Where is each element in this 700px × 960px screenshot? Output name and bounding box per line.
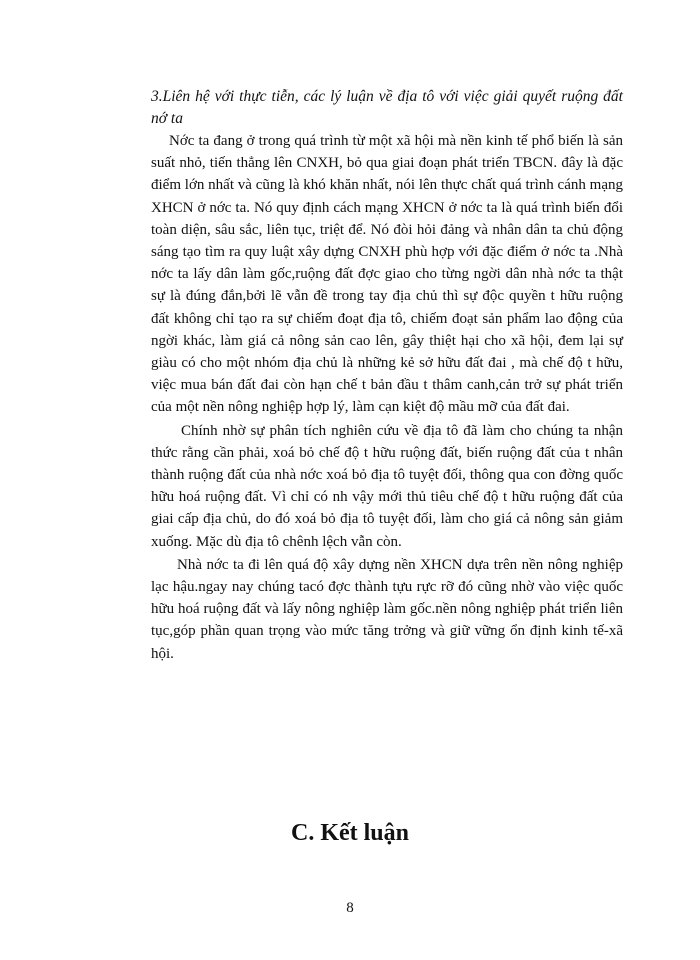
page-number: 8 [346, 900, 354, 916]
paragraph-3: Nhà nớc ta đi lên quá độ xây dựng nền XHCN dựa trên nền nông nghiệp lạc hậu.ngay nay chúng tacó đợc thành tựu rực rỡ đó cũng nhờ vào việc quốc hữu hoá ruộng đất và lấy nông nghiệp làm gốc.nền nông nghiệp phát triển liên tục,góp phần quan trọng vào mức tăng trởng và giữ vững ổn định kinh tế-xã hội. [151, 556, 623, 662]
conclusion-heading: C. Kết luận [290, 820, 409, 846]
paragraph-2: Chính nhờ sự phân tích nghiên cứu về địa tô đã làm cho chúng ta nhận thức rằng cần phải, xoá bỏ chế độ t hữu ruộng đất, biến ruộng đất của t nhân thành ruộng đất của nhà nớc xoá bỏ địa tô tuyệt đối, thông qua con đờng quốc hữu hoá ruộng đất. Vì chỉ có nh vậy mới thủ tiêu chế độ t hữu ruộng đất của giai cấp địa chủ, do đó xoá bỏ địa tô tuyệt đối, làm cho giá cả nông sản giảm xuống. Mặc dù địa tô chênh lệch vẫn còn. [151, 422, 623, 550]
document-body [151, 86, 623, 665]
section-heading: 3.Liên hệ với thực tiễn, các lý luận về địa tô với việc giải quyết ruộng đất nớ ta [151, 88, 623, 127]
paragraph-1: Nớc ta đang ở trong quá trình từ một xã hội mà nền kinh tế phổ biến là sản suất nhỏ, tiến thẳng lên CNXH, bỏ qua giai đoạn phát triển TBCN. đây là đặc điểm lớn nhất và cũng là khó khăn nhất, nói lên thực chất quá trình cánh mạng XHCN ở nớc ta. Nó quy định cách mạng XHCN ở nớc ta là quá trình biến đổi toàn diện, sâu sắc, liên tục, triệt để. Nó đòi hỏi đảng và nhân dân ta chủ động sáng tạo tìm ra quy luật xây dựng CNXH phù hợp với đặc điểm ở nớc ta .Nhà nớc ta lấy dân làm gốc,ruộng đất đợc giao cho từng ngời dân nhà nớc ta thật sự là đúng đắn,bởi lẽ vẫn đề trong tay địa chủ thì sự độc quyền t hữu ruộng đất không chỉ tạo ra sự chiếm đoạt địa tô, chiếm đoạt sản phẩm lao động của ngời khác, làm giá cả nông sản cao lên, gây thiệt hại cho xã hội, đem lại sự giàu có cho một nhóm địa chủ là những kẻ sở hữu đất đai , mà chế độ t hữu, việc mua bán đất đai còn hạn chế t bản đầu t thâm canh,cản trở sự phát triển của một nền nông nghiệp hợp lý, làm cạn kiệt độ mầu mỡ của đất đai. [151, 133, 623, 416]
